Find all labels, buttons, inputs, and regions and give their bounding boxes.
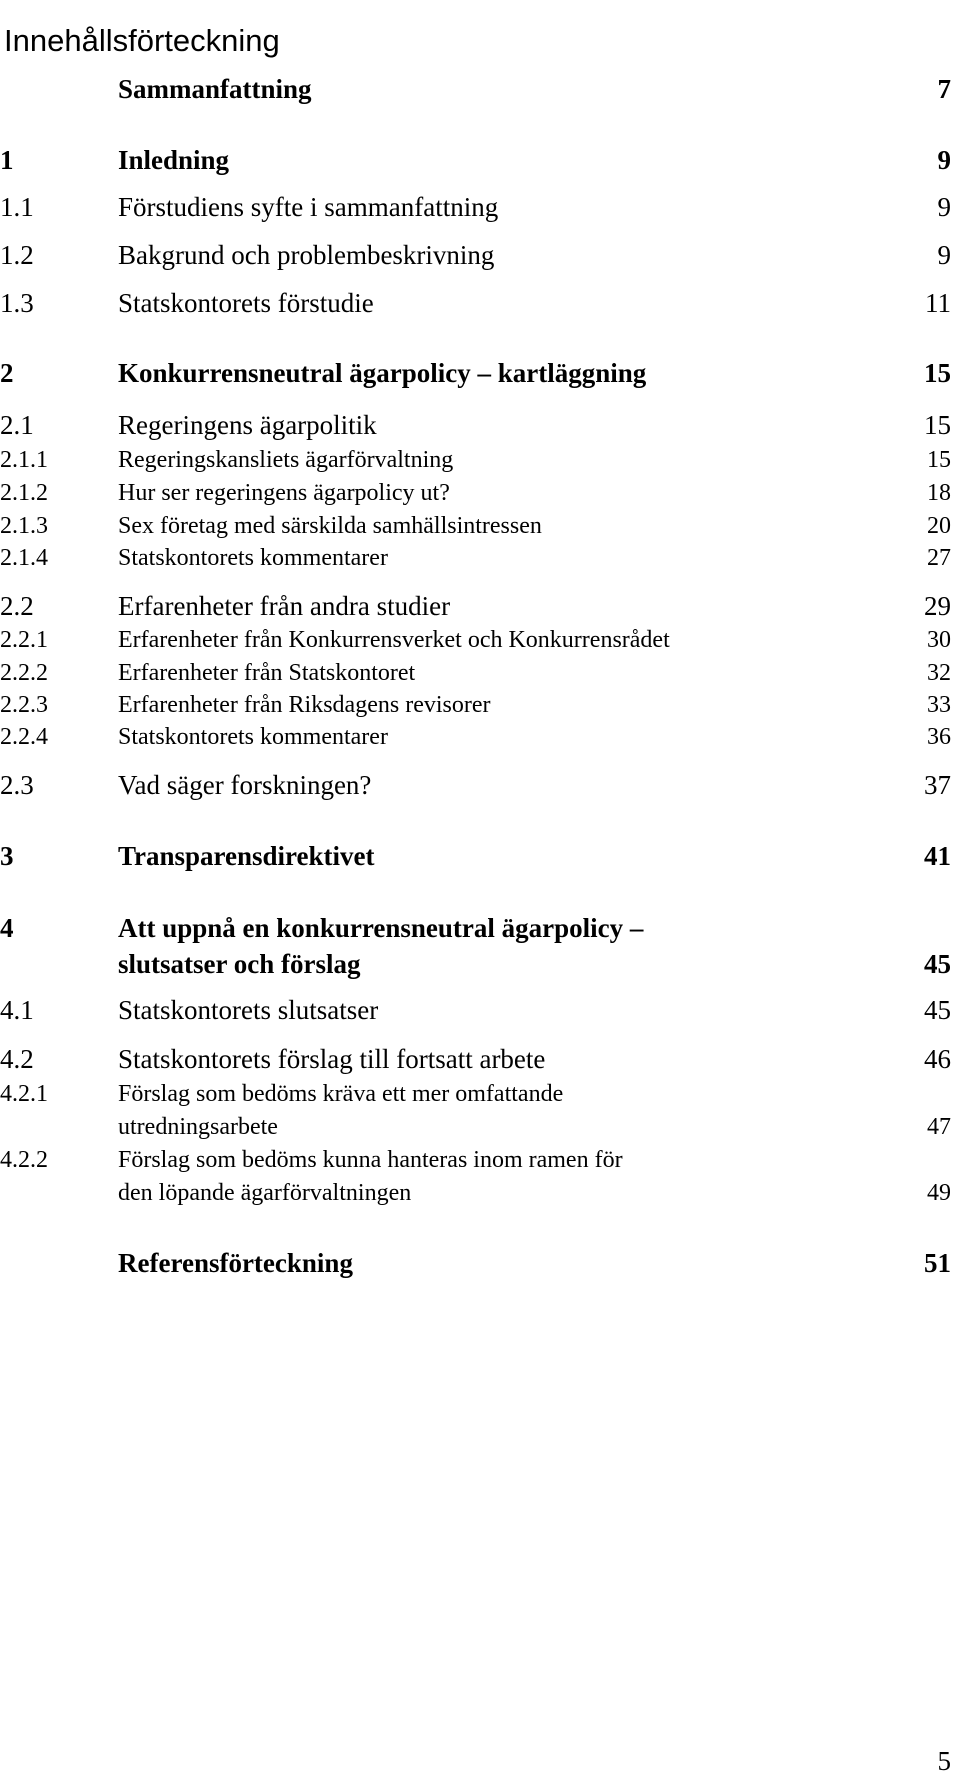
toc-entry-title: Referensförteckning [118,1248,353,1278]
toc-entry-page: 37 [924,770,951,800]
toc-entry-sammanfattning[interactable] [0,72,960,106]
toc-entry-title: utredningsarbete [118,1114,278,1140]
toc-entry-number: 1.1 [0,192,34,222]
toc-entry-page: 9 [937,192,951,222]
toc-entry-number: 2.1.4 [0,545,48,571]
toc-entry-2-1-4[interactable] [0,543,960,573]
toc-entry-page: 36 [927,724,951,750]
toc-entry-number: 2.1.3 [0,513,48,539]
toc-entry-title: den löpande ägarförvaltningen [118,1180,412,1206]
toc-entry-2-3[interactable] [0,768,960,802]
toc-entry-number: 4.2 [0,1044,34,1074]
toc-entry-2-2-3[interactable] [0,690,960,720]
toc-entry-referensforteckning[interactable] [0,1246,960,1280]
toc-entry-number: 4.2.1 [0,1081,48,1107]
toc-entry-title: Förstudiens syfte i sammanfattning [118,192,499,222]
toc-entry-title: Regeringens ägarpolitik [118,410,377,440]
toc-entry-number: 1.2 [0,240,34,270]
toc-entry-title: Sammanfattning [118,74,312,104]
toc-entry-number: 2.1.2 [0,480,48,506]
toc-entry-title: Hur ser regeringens ägarpolicy ut? [118,480,450,506]
toc-entry-2-2-2[interactable] [0,658,960,688]
toc-entry-title: Statskontorets kommentarer [118,545,388,571]
toc-entry-number: 2.2.2 [0,660,48,686]
toc-entry-number: 4.1 [0,995,34,1025]
toc-entry-title: Transparensdirektivet [118,841,375,871]
toc-entry-page: 20 [927,513,951,539]
toc-entry-number: 2 [0,358,14,388]
toc-entry-title: Erfarenheter från Statskontoret [118,660,416,686]
toc-entry-title: Vad säger forskningen? [118,770,372,800]
toc-entry-1[interactable] [0,143,960,177]
toc-entry-number: 2.2.1 [0,627,48,653]
toc-entry-number: 1 [0,145,14,175]
toc-entry-2-2-4[interactable] [0,722,960,752]
toc-entry-4-continued[interactable] [0,947,960,981]
toc-entry-number: 3 [0,841,14,871]
toc-entry-2-2-1[interactable] [0,625,960,655]
toc-entry-title: Erfarenheter från andra studier [118,591,451,621]
toc-entry-title: Sex företag med särskilda samhällsintressen [118,513,542,539]
toc-entry-title: Statskontorets kommentarer [118,724,388,750]
toc-entry-number: 2.1.1 [0,447,48,473]
toc-entry-1-3[interactable] [0,286,960,320]
toc-entry-4-1[interactable] [0,993,960,1027]
toc-entry-title: Inledning [118,145,230,175]
toc-entry-number: 2.1 [0,410,34,440]
toc-entry-4-2[interactable] [0,1042,960,1076]
toc-entry-title: Statskontorets förslag till fortsatt arbete [118,1044,546,1074]
toc-entry-page: 15 [924,358,951,388]
toc-entry-title: Statskontorets slutsatser [118,995,379,1025]
toc-entry-4-2-1[interactable] [0,1079,960,1109]
toc-entry-2-1-1[interactable] [0,445,960,475]
toc-entry-page: 18 [927,480,951,506]
toc-entry-page: 45 [924,949,951,979]
toc-entry-page: 49 [927,1180,951,1206]
toc-entry-page: 11 [925,288,951,318]
toc-entry-title: Konkurrensneutral ägarpolicy – kartläggning [118,358,647,388]
toc-entry-page: 47 [927,1114,951,1140]
toc-entry-page: 33 [927,692,951,718]
toc-entry-title: Statskontorets förstudie [118,288,374,318]
page-number: 5 [937,1746,951,1776]
toc-entry-4-2-2-continued[interactable] [0,1178,960,1208]
toc-entry-3[interactable] [0,839,960,873]
toc-entry-page: 15 [924,410,951,440]
toc-entry-title: Regeringskansliets ägarförvaltning [118,447,454,473]
toc-entry-page: 46 [924,1044,951,1074]
toc-entry-page: 7 [937,74,951,104]
page-title: Innehållsförteckning [4,22,280,58]
toc-entry-2-1[interactable] [0,408,960,442]
toc-entry-number: 2.2.3 [0,692,48,718]
toc-entry-page: 27 [927,545,951,571]
toc-entry-number: 1.3 [0,288,34,318]
toc-entry-page: 9 [937,240,951,270]
toc-entry-number: 2.2.4 [0,724,48,750]
toc-entry-page: 32 [927,660,951,686]
toc-entry-1-2[interactable] [0,238,960,272]
toc-entry-title: Bakgrund och problembeskrivning [118,240,495,270]
toc-entry-title: Erfarenheter från Riksdagens revisorer [118,692,491,718]
toc-entry-number: 4 [0,913,14,943]
toc-entry-page: 51 [924,1248,951,1278]
toc-entry-title: Förslag som bedöms kräva ett mer omfattande [118,1081,564,1107]
toc-entry-page: 15 [927,447,951,473]
toc-entry-page: 41 [924,841,951,871]
toc-entry-title: Att uppnå en konkurrensneutral ägarpolicy – [118,913,644,943]
toc-entry-page: 30 [927,627,951,653]
toc-entry-2-2[interactable] [0,589,960,623]
toc-entry-title: slutsatser och förslag [118,949,361,979]
toc-entry-number: 4.2.2 [0,1147,48,1173]
toc-entry-4-2-2[interactable] [0,1145,960,1175]
toc-entry-1-1[interactable] [0,190,960,224]
toc-entry-title: Erfarenheter från Konkurrensverket och Konkurrensrådet [118,627,670,653]
toc-entry-page: 29 [924,591,951,621]
toc-entry-2-1-3[interactable] [0,511,960,541]
toc-entry-number: 2.2 [0,591,34,621]
toc-entry-2-1-2[interactable] [0,478,960,508]
toc-entry-page: 45 [924,995,951,1025]
toc-entry-title: Förslag som bedöms kunna hanteras inom ramen för [118,1147,623,1173]
toc-entry-4[interactable] [0,911,960,945]
toc-entry-2[interactable] [0,356,960,390]
toc-entry-4-2-1-continued[interactable] [0,1112,960,1142]
toc-entry-page: 9 [937,145,951,175]
toc-entry-number: 2.3 [0,770,34,800]
